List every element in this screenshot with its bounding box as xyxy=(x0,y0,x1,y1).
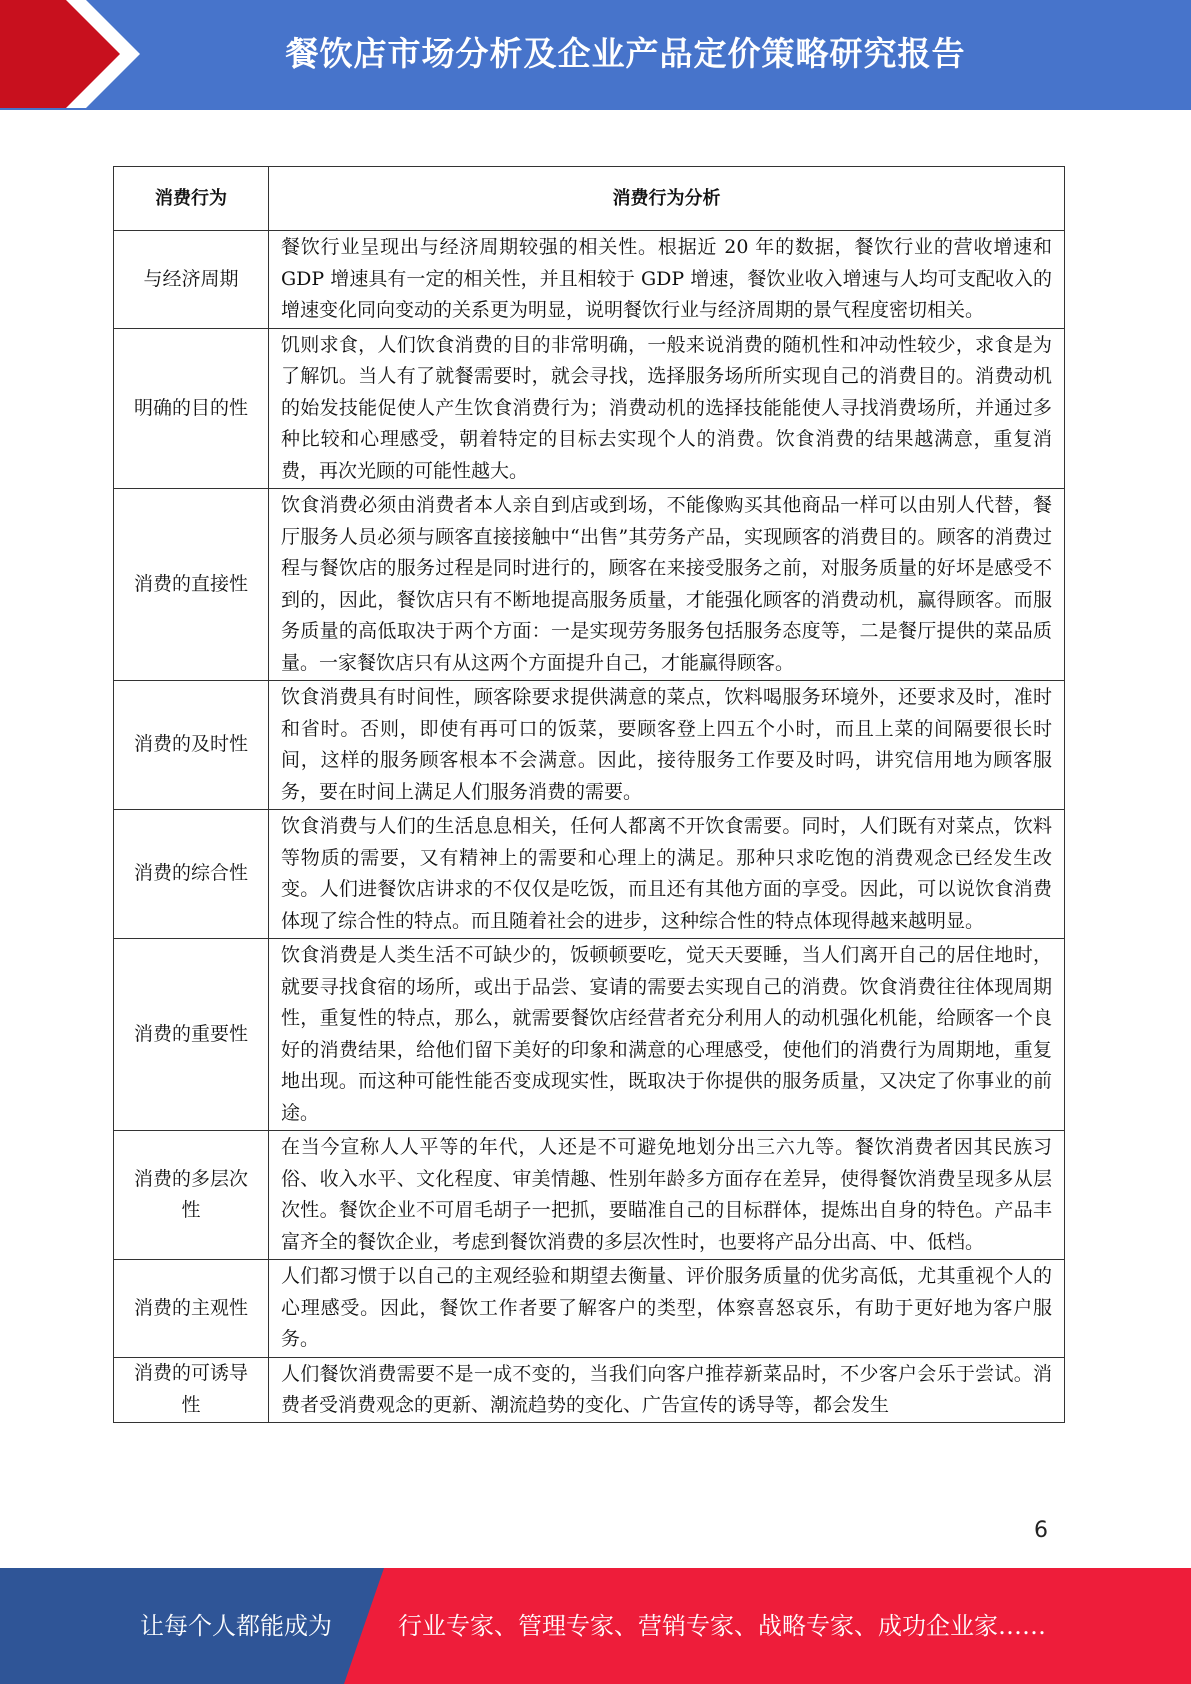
behavior-cell: 与经济周期 xyxy=(114,231,269,329)
analysis-cell: 在当今宣称人人平等的年代，人还是不可避免地划分出三六九等。餐饮消费者因其民族习俗、收入水平、文化程度、审美情趣、性别年龄多方面存在差异，使得餐饮消费呈现多从层次性。餐饮企业不可眉毛胡子一把抓，要瞄准自己的目标群体，提炼出自身的特色。产品丰富齐全的餐饮企业，考虑到餐饮消费的多层次性时，也要将产品分出高、中、低档。 xyxy=(269,1131,1065,1260)
column-header-behavior: 消费行为 xyxy=(114,167,269,231)
analysis-cell: 饮食消费是人类生活不可缺少的，饭顿顿要吃，觉天天要睡，当人们离开自己的居住地时，就要寻找食宿的场所，或出于品尝、宴请的需要去实现自己的消费。饮食消费往往体现周期性，重复性的特点，那么，就需要餐饮店经营者充分利用人的动机强化机能，给顾客一个良好的消费结果，给他们留下美好的印象和满意的心理感受，使他们的消费行为周期地，重复地出现。而这种可能性能否变成现实性，既取决于你提供的服务质量，又决定了你事业的前途。 xyxy=(269,939,1065,1131)
table-row xyxy=(114,1260,1065,1358)
table-row xyxy=(114,1131,1065,1260)
table-row xyxy=(114,939,1065,1131)
behavior-cell: 消费的可诱导性 xyxy=(114,1357,269,1422)
analysis-cell xyxy=(269,1357,1065,1422)
table-row xyxy=(114,489,1065,681)
behavior-cell: 消费的主观性 xyxy=(114,1260,269,1358)
behavior-cell: 消费的直接性 xyxy=(114,489,269,681)
table-header-row xyxy=(114,167,1065,231)
table-row xyxy=(114,231,1065,329)
footer-slogan-lead: 让每个人都能成为 xyxy=(140,1612,332,1640)
column-header-analysis: 消费行为分析 xyxy=(269,167,1065,231)
analysis-cell: 餐饮行业呈现出与经济周期较强的相关性。根据近 20 年的数据，餐饮行业的营收增速和 GDP 增速具有一定的相关性，并且相较于 GDP 增速，餐饮业收入增速与人均可支配收入的增速变化同向变动的关系更为明显，说明餐饮行业与经济周期的景气程度密切相关。 xyxy=(269,231,1065,329)
table-row xyxy=(114,681,1065,810)
analysis-cell: 饮食消费具有时间性，顾客除要求提供满意的菜点，饮料喝服务环境外，还要求及时，准时和省时。否则，即使有再可口的饭菜，要顾客登上四五个小时，而且上菜的间隔要很长时间，这样的服务顾客根本不会满意。因此，接待服务工作要及时吗，讲究信用地为顾客服务，要在时间上满足人们服务消费的需要。 xyxy=(269,681,1065,810)
behavior-cell: 消费的综合性 xyxy=(114,810,269,939)
behavior-cell: 消费的及时性 xyxy=(114,681,269,810)
behavior-cell: 消费的多层次性 xyxy=(114,1131,269,1260)
analysis-cell-text: 人们餐饮消费需要不是一成不变的，当我们向客户推荐新菜品时，不少客户会乐于尝试。消费者受消费观念的更新、潮流趋势的变化、广告宣传的诱导等，都会发生 xyxy=(281,1362,1052,1416)
analysis-cell: 人们都习惯于以自己的主观经验和期望去衡量、评价服务质量的优劣高低，尤其重视个人的心理感受。因此，餐饮工作者要了解客户的类型，体察喜怒哀乐，有助于更好地为客户服务。 xyxy=(269,1260,1065,1358)
analysis-cell: 饥则求食，人们饮食消费的目的非常明确，一般来说消费的随机性和冲动性较少，求食是为了解饥。当人有了就餐需要时，就会寻找，选择服务场所所实现自己的消费目的。消费动机的始发技能促使人产生饮食消费行为；消费动机的选择技能能使人寻找消费场所，并通过多种比较和心理感受，朝着特定的目标去实现个人的消费。饮食消费的结果越满意，重复消费，再次光顾的可能性越大。 xyxy=(269,328,1065,489)
table-row xyxy=(114,328,1065,489)
table-row xyxy=(114,1357,1065,1422)
report-title: 餐饮店市场分析及企业产品定价策略研究报告 xyxy=(285,34,966,73)
behavior-cell: 明确的目的性 xyxy=(114,328,269,489)
page-number: 6 xyxy=(1034,1518,1048,1543)
behavior-cell: 消费的重要性 xyxy=(114,939,269,1131)
footer-banner xyxy=(0,1568,1191,1684)
table-row xyxy=(114,810,1065,939)
analysis-cell: 饮食消费必须由消费者本人亲自到店或到场，不能像购买其他商品一样可以由别人代替，餐厅服务人员必须与顾客直接接触中“出售”其劳务产品，实现顾客的消费目的。顾客的消费过程与餐饮店的服务过程是同时进行的，顾客在来接受服务之前，对服务质量的好坏是感受不到的，因此，餐饮店只有不断地提高服务质量，才能强化顾客的消费动机，赢得顾客。而服务质量的高低取决于两个方面：一是实现劳务服务包括服务态度等，二是餐厅提供的菜品质量。一家餐饮店只有从这两个方面提升自己，才能赢得顾客。 xyxy=(269,489,1065,681)
analysis-cell: 饮食消费与人们的生活息息相关，任何人都离不开饮食需要。同时，人们既有对菜点，饮料等物质的需要，又有精神上的需要和心理上的满足。那种只求吃饱的消费观念已经发生改变。人们进餐饮店讲求的不仅仅是吃饭，而且还有其他方面的享受。因此，可以说饮食消费体现了综合性的特点。而且随着社会的进步，这种综合性的特点体现得越来越明显。 xyxy=(269,810,1065,939)
consumer-behavior-table xyxy=(113,166,1065,1423)
footer-slogan-roles: 行业专家、管理专家、营销专家、战略专家、成功企业家…… xyxy=(398,1612,1046,1640)
header-banner xyxy=(0,0,1191,110)
